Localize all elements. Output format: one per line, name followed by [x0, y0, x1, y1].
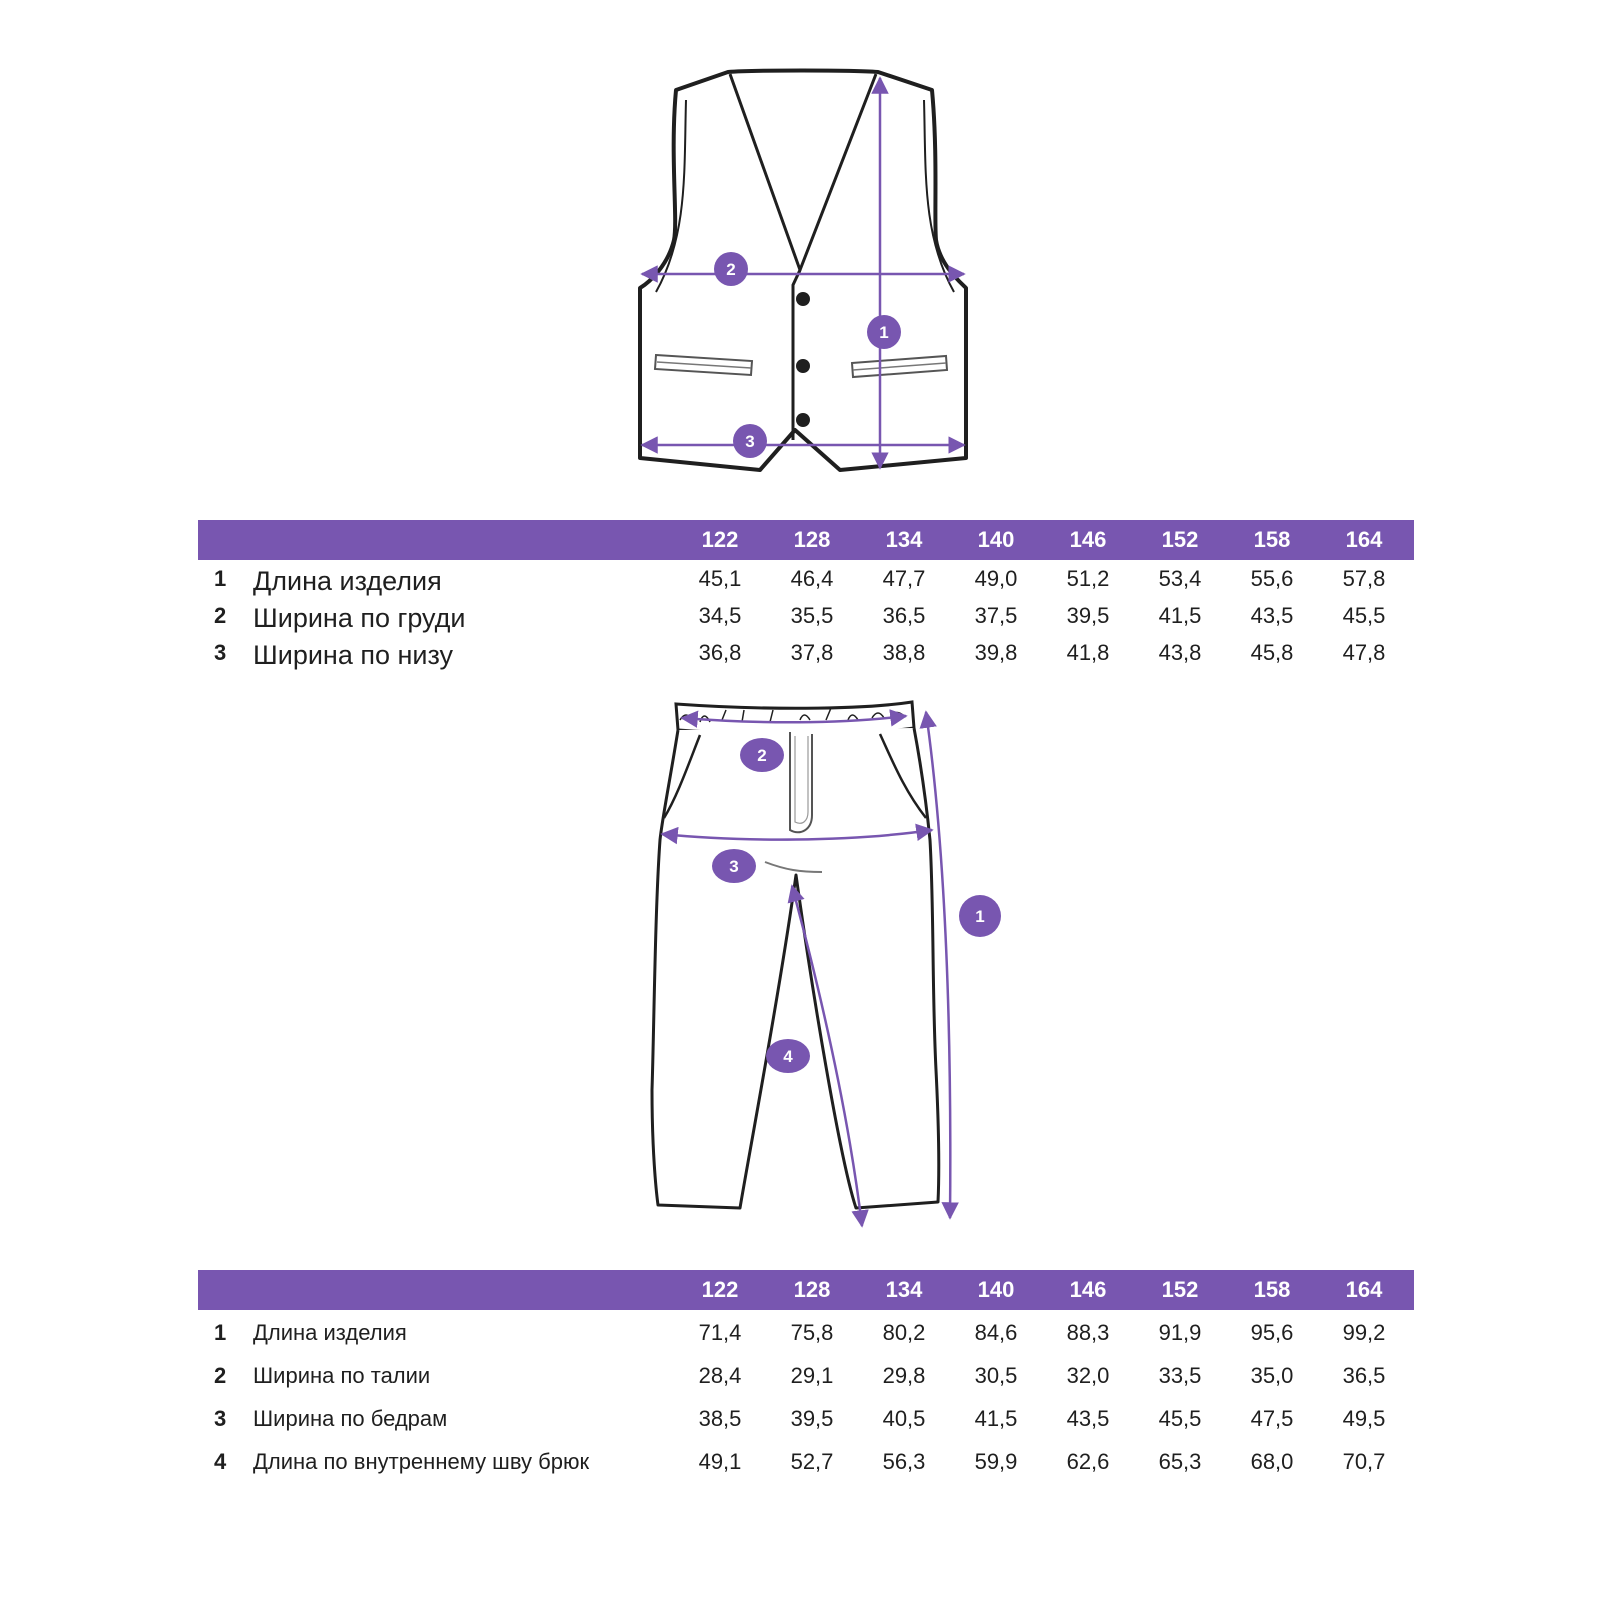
table-cell: 45,1	[698, 566, 742, 591]
table-cell: 30,5	[974, 1363, 1018, 1388]
vest-badge-3	[733, 424, 767, 458]
table-cell: 45,5	[1158, 1406, 1202, 1431]
vest-button	[796, 413, 810, 427]
pants-badge-3	[712, 849, 756, 883]
vest-button	[796, 359, 810, 373]
row-label: Ширина по низу	[253, 640, 454, 670]
table-cell: 49,1	[698, 1449, 742, 1474]
row-label: Ширина по бедрам	[253, 1406, 448, 1431]
table-cell: 36,5	[882, 603, 926, 628]
table-cell: 39,8	[974, 640, 1018, 665]
vest-outline	[640, 71, 966, 471]
pants-badge-1	[959, 895, 1001, 937]
size-header: 122	[701, 1277, 739, 1302]
size-header: 152	[1161, 1277, 1199, 1302]
table-cell: 53,4	[1158, 566, 1202, 591]
table-row	[198, 1439, 1414, 1482]
row-label: Длина изделия	[253, 1320, 407, 1345]
svg-text:2: 2	[757, 746, 767, 765]
vest-size-table	[198, 520, 1414, 671]
table-cell: 37,5	[974, 603, 1018, 628]
size-header: 164	[1345, 1277, 1383, 1302]
row-number: 3	[214, 640, 227, 665]
table-cell: 29,1	[790, 1363, 834, 1388]
table-cell: 47,8	[1342, 640, 1386, 665]
table-cell: 55,6	[1250, 566, 1294, 591]
table-cell: 33,5	[1158, 1363, 1202, 1388]
table-cell: 37,8	[790, 640, 834, 665]
table-cell: 34,5	[698, 603, 742, 628]
table-cell: 41,5	[1158, 603, 1202, 628]
row-label: Ширина по талии	[253, 1363, 431, 1388]
vest-badge-2	[714, 252, 748, 286]
table-cell: 59,9	[974, 1449, 1018, 1474]
table-cell: 49,5	[1342, 1406, 1386, 1431]
row-number: 3	[214, 1406, 227, 1431]
row-label: Длина изделия	[253, 566, 442, 596]
table-cell: 46,4	[790, 566, 834, 591]
vest-button	[796, 292, 810, 306]
table-cell: 56,3	[882, 1449, 926, 1474]
table-cell: 43,5	[1066, 1406, 1110, 1431]
table-row	[198, 1396, 1414, 1439]
table-row	[198, 560, 1414, 597]
table-cell: 35,5	[790, 603, 834, 628]
svg-text:1: 1	[975, 907, 985, 926]
size-header: 158	[1253, 1277, 1291, 1302]
table-cell: 91,9	[1158, 1320, 1202, 1345]
svg-text:2: 2	[726, 260, 736, 279]
row-label: Длина по внутреннему шву брюк	[253, 1449, 590, 1474]
table-cell: 49,0	[974, 566, 1018, 591]
table-cell: 68,0	[1250, 1449, 1294, 1474]
table-cell: 47,7	[882, 566, 926, 591]
svg-text:3: 3	[745, 432, 755, 451]
table-cell: 39,5	[790, 1406, 834, 1431]
table-row	[198, 1310, 1414, 1353]
table-cell: 32,0	[1066, 1363, 1110, 1388]
size-header: 146	[1069, 527, 1107, 552]
row-number: 2	[214, 603, 227, 628]
table-cell: 43,5	[1250, 603, 1294, 628]
table-cell: 95,6	[1250, 1320, 1294, 1345]
table-cell: 65,3	[1158, 1449, 1202, 1474]
table-row	[198, 634, 1414, 671]
size-header: 134	[885, 527, 923, 552]
table-cell: 38,8	[882, 640, 926, 665]
size-header: 134	[885, 1277, 923, 1302]
table-cell: 84,6	[974, 1320, 1018, 1345]
table-cell: 41,5	[974, 1406, 1018, 1431]
vest-drawing	[0, 60, 1600, 480]
vest-diagram	[0, 60, 1600, 480]
size-header: 152	[1161, 527, 1199, 552]
table-row	[198, 1353, 1414, 1396]
table-cell: 71,4	[698, 1320, 742, 1345]
row-number: 1	[214, 566, 227, 591]
size-header: 140	[977, 527, 1015, 552]
table-cell: 38,5	[698, 1406, 742, 1431]
table-cell: 40,5	[882, 1406, 926, 1431]
table-cell: 57,8	[1342, 566, 1386, 591]
table-cell: 75,8	[790, 1320, 834, 1345]
table-cell: 39,5	[1066, 603, 1110, 628]
size-header: 158	[1253, 527, 1291, 552]
table-cell: 88,3	[1066, 1320, 1110, 1345]
pants-drawing	[0, 690, 1600, 1250]
table-cell: 70,7	[1342, 1449, 1386, 1474]
size-header: 128	[793, 1277, 831, 1302]
row-number: 4	[214, 1449, 227, 1474]
pants-badge-2	[740, 738, 784, 772]
table-cell: 47,5	[1250, 1406, 1294, 1431]
row-number: 1	[214, 1320, 227, 1345]
table-cell: 35,0	[1250, 1363, 1294, 1388]
vest-table-header	[198, 520, 1414, 560]
row-label: Ширина по груди	[253, 603, 466, 633]
table-cell: 99,2	[1342, 1320, 1386, 1345]
table-cell: 41,8	[1066, 640, 1110, 665]
table-cell: 28,4	[698, 1363, 742, 1388]
table-cell: 62,6	[1066, 1449, 1110, 1474]
pants-table-header	[198, 1270, 1414, 1310]
table-cell: 52,7	[790, 1449, 834, 1474]
row-number: 2	[214, 1363, 227, 1388]
table-cell: 29,8	[882, 1363, 926, 1388]
table-cell: 80,2	[882, 1320, 926, 1345]
vest-badge-1	[867, 315, 901, 349]
size-header: 122	[701, 527, 739, 552]
svg-text:1: 1	[879, 323, 889, 342]
table-cell: 45,5	[1342, 603, 1386, 628]
table-cell: 36,5	[1342, 1363, 1386, 1388]
pants-size-table	[198, 1270, 1414, 1482]
table-cell: 43,8	[1158, 640, 1202, 665]
size-header: 164	[1345, 527, 1383, 552]
table-cell: 45,8	[1250, 640, 1294, 665]
size-header: 140	[977, 1277, 1015, 1302]
pants-diagram	[0, 690, 1600, 1250]
svg-text:3: 3	[729, 857, 739, 876]
svg-text:4: 4	[783, 1047, 793, 1066]
table-cell: 51,2	[1066, 566, 1110, 591]
pants-badge-4	[766, 1039, 810, 1073]
table-cell: 36,8	[698, 640, 742, 665]
size-header: 128	[793, 527, 831, 552]
size-header: 146	[1069, 1277, 1107, 1302]
table-row	[198, 597, 1414, 634]
